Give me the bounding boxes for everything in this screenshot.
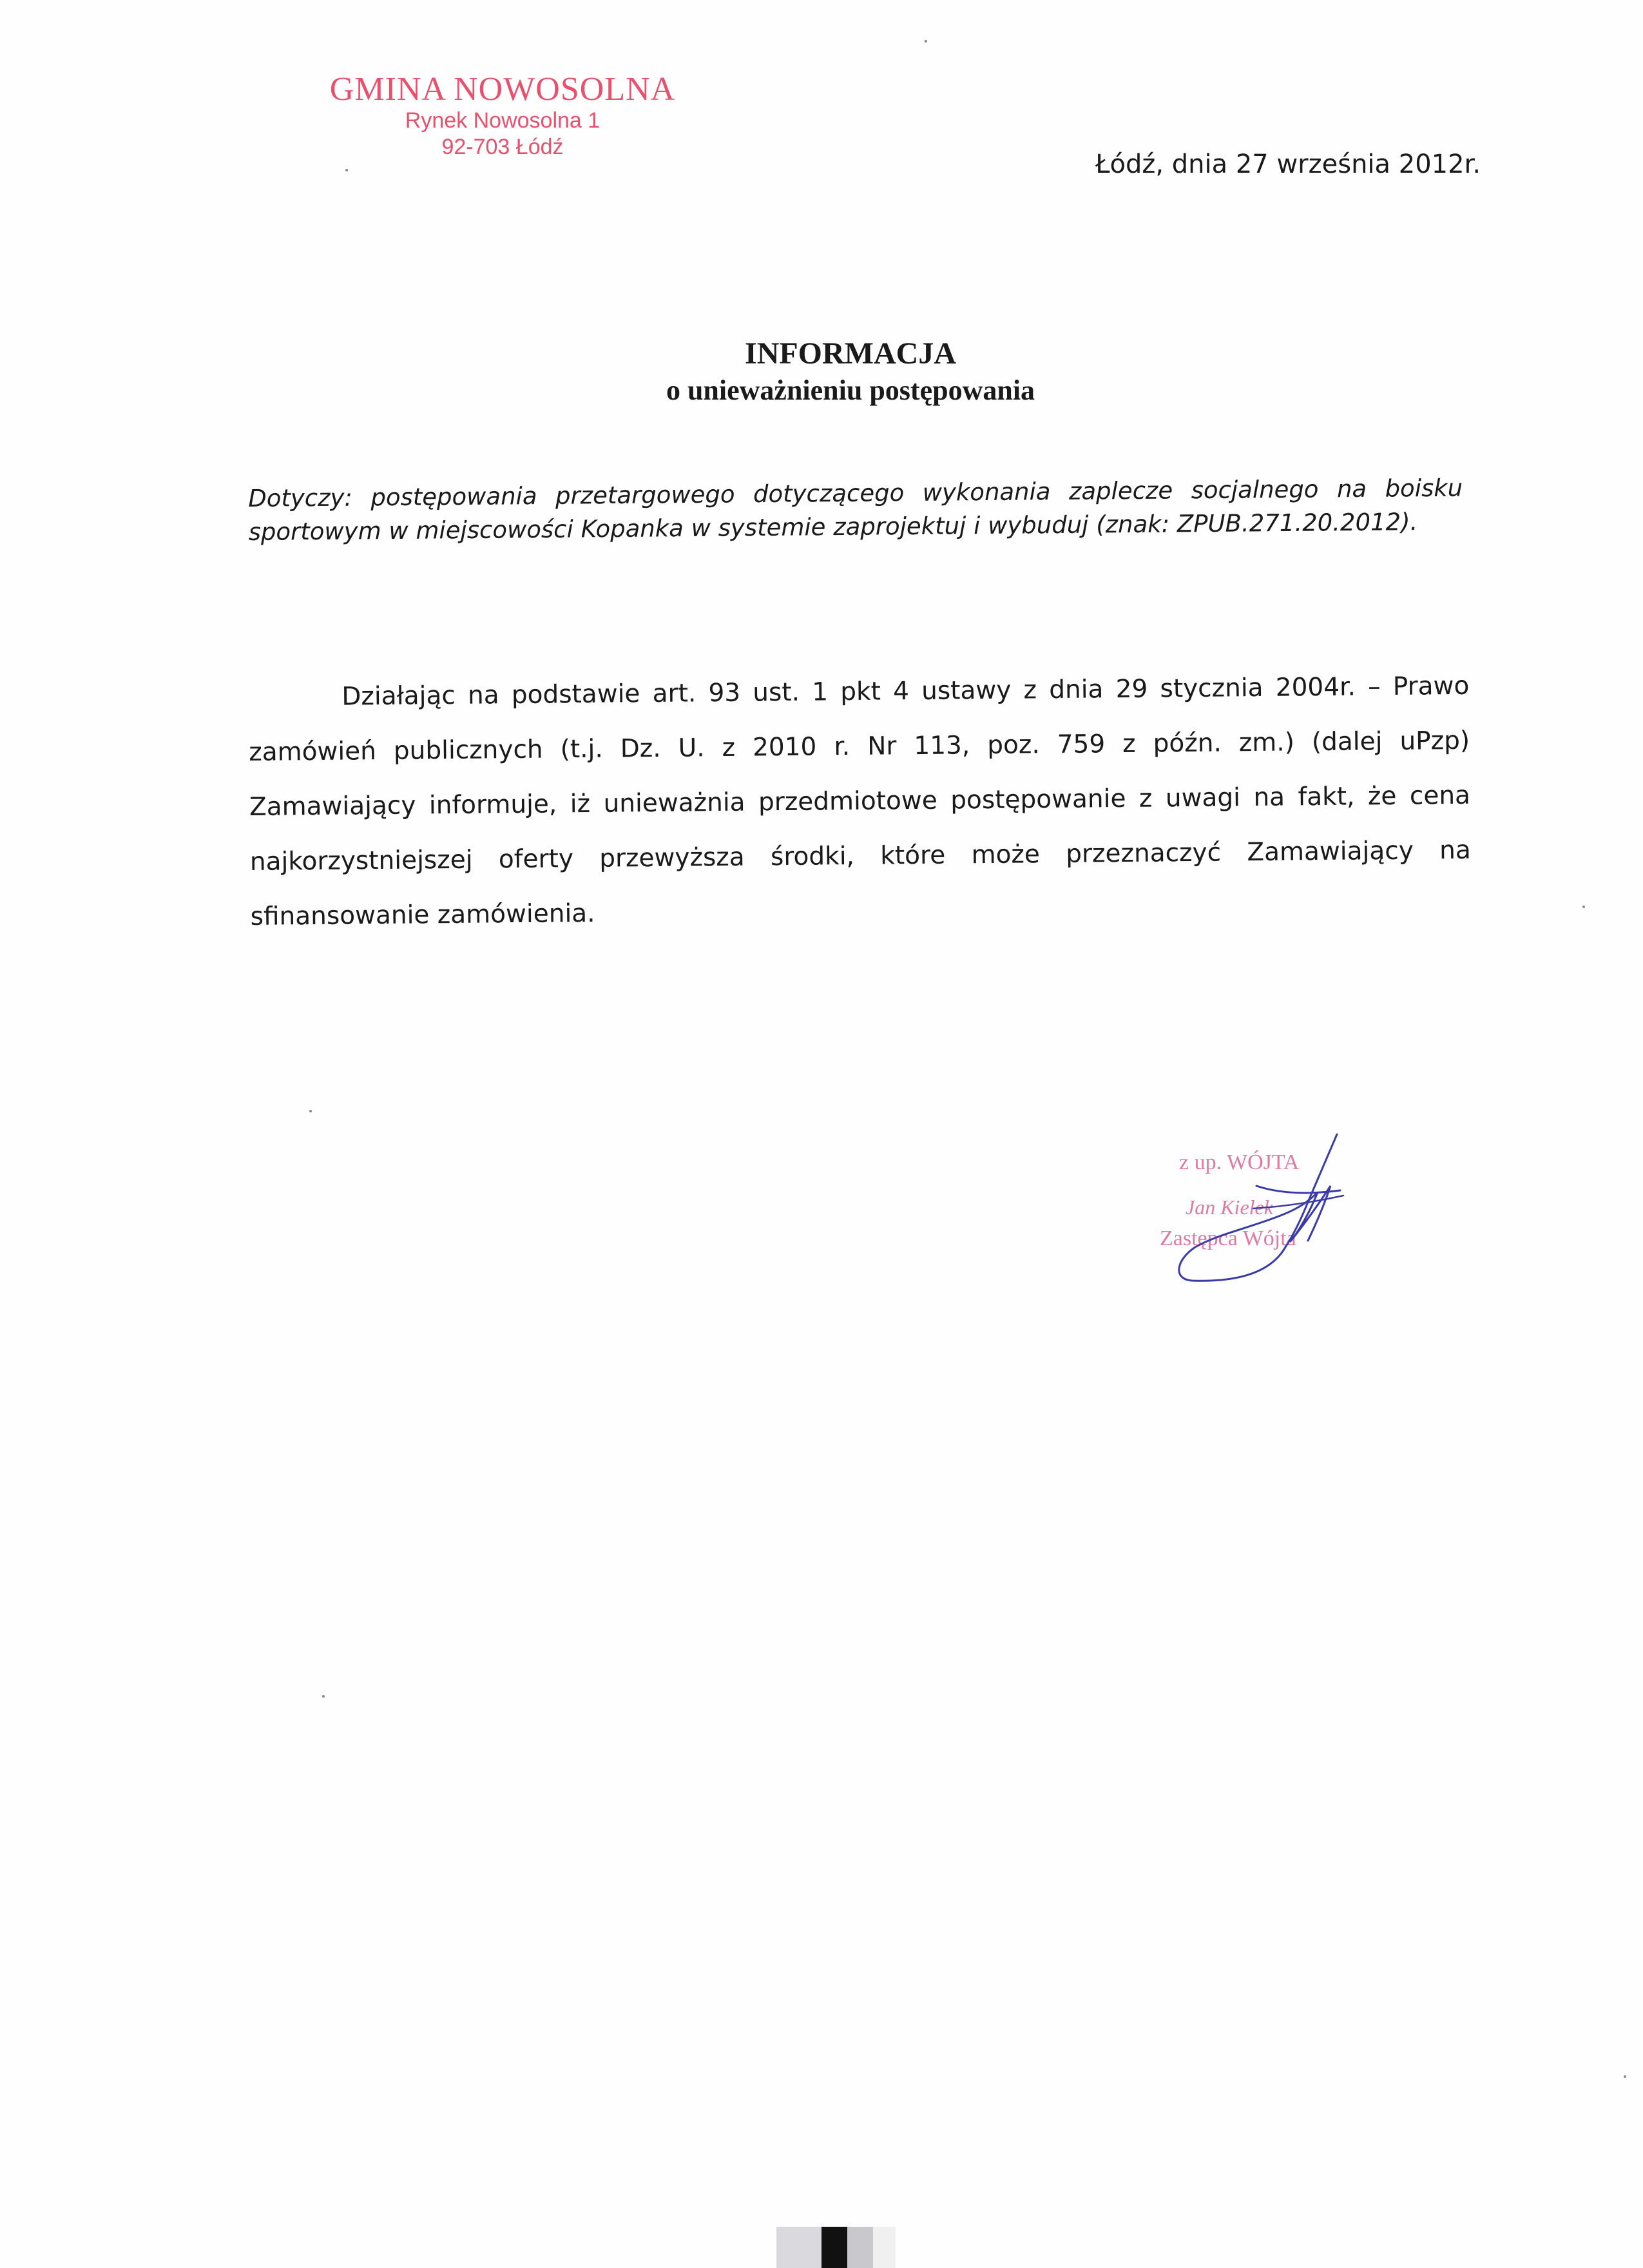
scan-artifact [776,2227,822,2268]
handwritten-signature-icon [1147,1131,1360,1286]
scan-speck [1582,906,1585,908]
signature-stamp-line3: Zastępca Wójta [1160,1226,1296,1250]
body-paragraph: Działając na podstawie art. 93 ust. 1 pkt 4 ustawy z dnia 29 stycznia 2004r. – Prawo zamówień publicznych (t.j. Dz. U. z 2010 r. Nr 113, poz. 759 z późn. zm.) (dalej uPzp) Zamawiający informuje, iż unieważnia przedmiotowe postępowanie z uwagi na fakt, że cena najkorzystniejszej oferty przewyższa środki, które może przeznaczyć Zamawiający na sfinansowanie zamówienia. [249,671,1471,931]
signature-stamp-line2: Jan Kielek [1186,1196,1273,1219]
title-block [451,335,1250,408]
scan-artifact [822,2227,847,2268]
scan-speck [925,40,927,43]
stamp-city: 92-703 Łódź [441,134,564,159]
scan-speck [309,1110,312,1112]
stamp-name: GMINA NOWOSOLNA [329,71,676,108]
scan-speck [322,1695,325,1698]
scan-speck [1624,2075,1626,2078]
signature-stamp [1147,1131,1360,1286]
stamp-street: Rynek Nowosolna 1 [405,108,601,133]
document-title: INFORMACJA [745,336,956,371]
subject-line: Dotyczy: postępowania przetargowego dotyczącego wykonania zaplecze socjalnego na boisku sportowym w miejscowości Kopanka w systemie zaprojektuj i wybuduj (znak: ZPUB.271.20.2012). [248,474,1463,546]
scan-artifact [847,2227,873,2268]
document-subtitle: o unieważnieniu postępowania [666,374,1035,406]
municipality-stamp [271,71,735,160]
scan-artifact [873,2227,896,2268]
signature-stamp-line1: z up. WÓJTA [1179,1150,1300,1174]
place-and-date: Łódź, dnia 27 września 2012r. [1095,150,1481,179]
scan-speck [345,169,348,171]
